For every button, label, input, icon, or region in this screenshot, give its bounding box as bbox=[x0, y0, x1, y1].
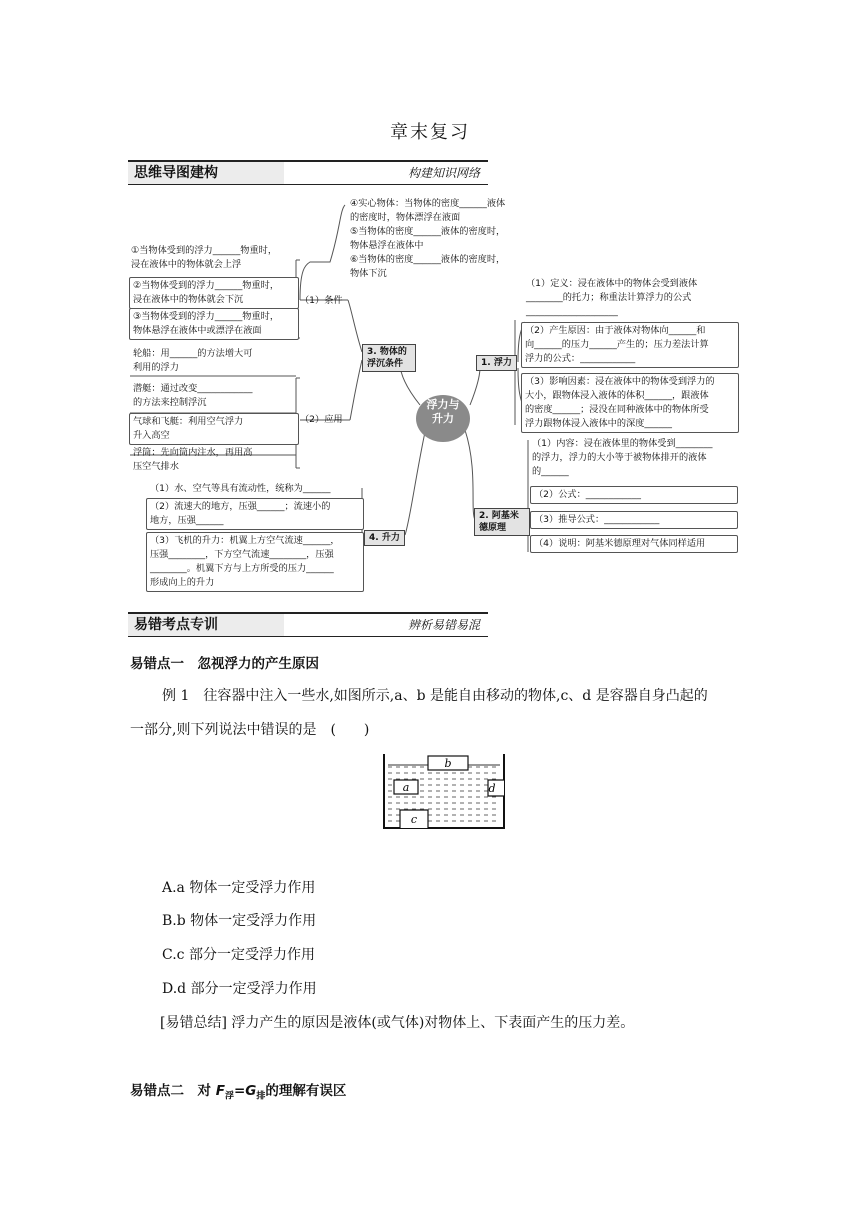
center-line-2: 升力 bbox=[432, 412, 454, 425]
banner-right-label: 辨析易错易混 bbox=[407, 618, 480, 632]
label-a: a bbox=[402, 781, 410, 794]
buoyancy-definition-line-3: ____________________ bbox=[526, 306, 618, 317]
lift-pressure-line-2: 地方，压强______ bbox=[150, 515, 224, 526]
condition-2 bbox=[129, 277, 299, 309]
node-lift: 4. 升力 bbox=[364, 530, 405, 546]
node2-line-2: 德原理 bbox=[479, 523, 507, 533]
application-ship-line-1: 轮船：用______的方法增大可 bbox=[133, 348, 253, 359]
lift-pressure bbox=[146, 498, 364, 530]
label-c: c bbox=[410, 813, 418, 826]
solid-line-2: 的密度时，物体漂浮在液面 bbox=[350, 212, 461, 223]
lift-airplane-line-3: ________。机翼下方与上方所受的压力______ bbox=[150, 563, 334, 574]
buoyancy-definition-line-2: ________的托力；称重法计算浮力的公式 bbox=[526, 292, 692, 303]
lift-fluid: （1）水、空气等具有流动性，统称为______ bbox=[150, 483, 331, 494]
page-title: 章末复习 bbox=[390, 122, 470, 143]
buoyancy-definition-line-1: （1）定义：浸在液体中的物体会受到液体 bbox=[526, 278, 698, 289]
archimedes-content-line-3: 的______ bbox=[532, 466, 569, 477]
option-c: C.c 部分一定受浮力作用 bbox=[162, 947, 315, 963]
lift-airplane-line-4: 形成向上的升力 bbox=[150, 577, 215, 588]
buoyancy-factors-line-1: （3）影响因素：浸在液体中的物体受到浮力的 bbox=[525, 376, 715, 387]
application-balloon-line-1: 气球和飞艇：利用空气浮力 bbox=[133, 416, 244, 427]
center-node bbox=[416, 395, 470, 442]
solid-object-conditions bbox=[350, 197, 530, 281]
symbol-G: G bbox=[245, 1083, 257, 1099]
archimedes-formula: （2）公式：____________ bbox=[530, 486, 738, 504]
buoyancy-cause-line-2: 向______的压力______产生的；压力差法计算 bbox=[525, 339, 709, 350]
symbol-F: F bbox=[215, 1083, 225, 1099]
solid-line-6: 物体下沉 bbox=[350, 268, 387, 279]
example-1-line-1: 例 1 往容器中注入一些水,如图所示,a、b 是能自由移动的物体,c、d 是容器自身凸起的 bbox=[162, 688, 708, 704]
archimedes-content-line-2: 的浮力，浮力的大小等于被物体排开的液体 bbox=[532, 452, 707, 463]
banner-right-label: 构建知识网络 bbox=[407, 166, 480, 180]
condition-3 bbox=[129, 308, 299, 340]
condition-1 bbox=[131, 244, 295, 272]
condition-2-line-2: 浸在液体中的物体就会下沉 bbox=[133, 294, 244, 305]
condition-1-line-1: ①当物体受到的浮力______物重时， bbox=[131, 245, 278, 256]
application-balloon bbox=[129, 413, 299, 445]
node-archimedes bbox=[474, 508, 530, 536]
condition-2-line-1: ②当物体受到的浮力______物重时， bbox=[133, 280, 280, 291]
buoyancy-factors-line-3: 的密度______；浸没在同种液体中的物体所受 bbox=[525, 404, 709, 415]
buoyancy-cause-line-3: 浮力的公式：____________ bbox=[525, 353, 636, 364]
application-tube-line-1: 浮筒：先向筒内注水，再用高 bbox=[133, 447, 253, 458]
banner-left-label: 思维导图建构 bbox=[128, 162, 284, 184]
buoyancy-factors-line-4: 浮力跟物体浸入液体中的深度______ bbox=[525, 418, 672, 429]
option-b: B.b 物体一定受浮力作用 bbox=[162, 913, 317, 929]
solid-line-1: ④实心物体：当物体的密度______液体 bbox=[350, 198, 506, 209]
label-conditions: （1）条件 bbox=[300, 295, 343, 306]
node3-line-2: 浮沉条件 bbox=[367, 359, 404, 369]
application-tube bbox=[133, 446, 295, 474]
label-application: （2）应用 bbox=[300, 414, 343, 425]
node2-line-1: 2. 阿基米 bbox=[479, 511, 519, 521]
archimedes-content bbox=[532, 437, 737, 479]
equals-sign: = bbox=[233, 1083, 246, 1099]
label-d: d bbox=[488, 782, 496, 795]
node-sink-float-conditions bbox=[362, 344, 416, 372]
heading-suffix: 的理解有误区 bbox=[265, 1083, 347, 1099]
solid-line-3: ⑤当物体的密度______液体的密度时， bbox=[350, 226, 506, 237]
option-d: D.d 部分一定受浮力作用 bbox=[162, 981, 317, 997]
archimedes-note: （4）说明：阿基米德原理对气体同样适用 bbox=[530, 535, 738, 553]
banner-left-label: 易错考点专训 bbox=[128, 614, 284, 636]
option-a: A.a 物体一定受浮力作用 bbox=[162, 880, 316, 896]
application-ship-line-2: 利用的浮力 bbox=[133, 362, 179, 373]
condition-1-line-2: 浸在液体中的物体就会上浮 bbox=[131, 259, 242, 270]
lift-pressure-line-1: （2）流速大的地方，压强______；流速小的 bbox=[150, 501, 331, 512]
buoyancy-definition bbox=[526, 277, 736, 319]
error-point-2-heading bbox=[130, 1079, 346, 1102]
node3-line-1: 3. 物体的 bbox=[367, 347, 407, 357]
application-tube-line-2: 压空气排水 bbox=[133, 461, 179, 472]
application-submarine-line-2: 的方法来控制浮沉 bbox=[133, 397, 207, 408]
lift-airplane-line-2: 压强________，下方空气流速________，压强 bbox=[150, 549, 334, 560]
buoyancy-cause-line-1: （2）产生原因：由于液体对物体向______和 bbox=[525, 325, 706, 336]
buoyancy-factors bbox=[521, 373, 739, 433]
archimedes-derived: （3）推导公式：____________ bbox=[530, 511, 738, 529]
error-point-1-heading: 易错点一 忽视浮力的产生原因 bbox=[130, 656, 319, 672]
label-b: b bbox=[444, 757, 452, 770]
lift-airplane-line-1: （3）飞机的升力：机翼上方空气流速______， bbox=[150, 535, 340, 546]
center-line-1: 浮力与 bbox=[426, 398, 460, 411]
heading-prefix: 易错点二 对 bbox=[130, 1083, 216, 1099]
condition-3-line-1: ③当物体受到的浮力______物重时， bbox=[133, 311, 280, 322]
condition-3-line-2: 物体悬浮在液体中或漂浮在液面 bbox=[133, 325, 262, 336]
application-submarine bbox=[133, 382, 295, 410]
subscript-displaced: 排 bbox=[256, 1091, 266, 1102]
buoyancy-cause bbox=[521, 322, 739, 368]
container-figure bbox=[380, 752, 512, 832]
example-1-line-2: 一部分,则下列说法中错误的是 ( ) bbox=[130, 722, 370, 738]
application-ship bbox=[133, 347, 295, 375]
buoyancy-factors-line-2: 大小，跟物体浸入液体的体积______，跟液体 bbox=[525, 390, 709, 401]
subscript-float: 浮 bbox=[224, 1091, 234, 1102]
solid-line-5: ⑥当物体的密度______液体的密度时， bbox=[350, 254, 506, 265]
archimedes-content-line-1: （1）内容：浸在液体里的物体受到________ bbox=[532, 438, 713, 449]
error-summary: [易错总结] 浮力产生的原因是液体(或气体)对物体上、下表面产生的压力差。 bbox=[160, 1015, 635, 1031]
application-submarine-line-1: 潜艇：通过改变____________ bbox=[133, 383, 253, 394]
section-banner-errors bbox=[128, 612, 488, 637]
solid-line-4: 物体悬浮在液体中 bbox=[350, 240, 424, 251]
node-buoyancy: 1. 浮力 bbox=[476, 355, 517, 371]
lift-airplane bbox=[146, 532, 364, 592]
application-balloon-line-2: 升入高空 bbox=[133, 430, 170, 441]
